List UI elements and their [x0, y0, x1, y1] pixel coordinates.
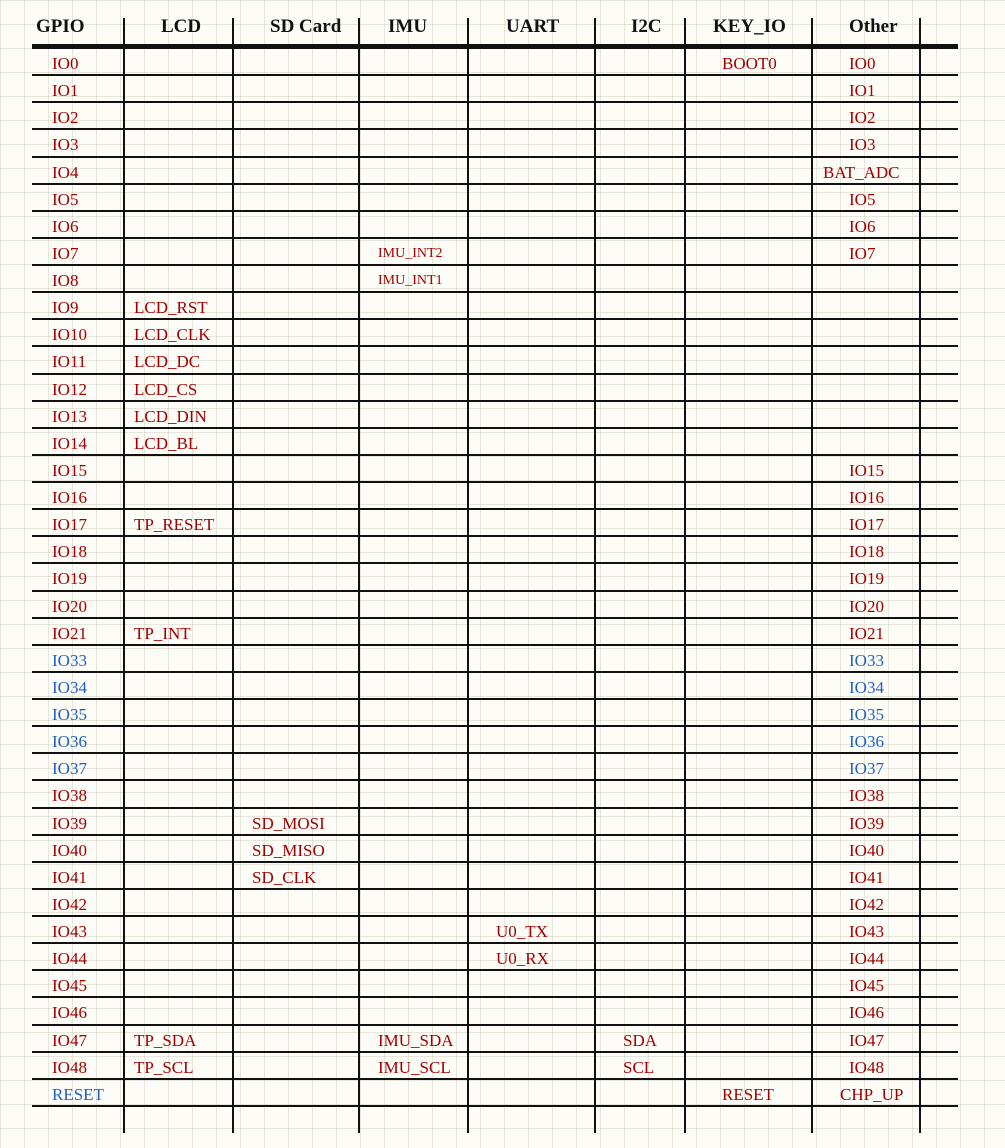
pin-gpio-cell: IO0: [52, 54, 79, 73]
pin-gpio-cell: IO38: [52, 786, 87, 805]
pin-lcd-cell: TP_INT: [134, 624, 191, 643]
row-divider: [32, 671, 958, 673]
column-header-sd: SD Card: [270, 16, 342, 37]
column-header-lcd: LCD: [161, 16, 202, 37]
pin-gpio-cell: IO7: [52, 244, 79, 263]
row-divider: [32, 128, 958, 130]
column-header-gpio: GPIO: [36, 16, 85, 37]
pin-other-cell: CHP_UP: [840, 1085, 904, 1104]
pin-other-cell: BAT_ADC: [823, 163, 900, 182]
pin-imu-cell: IMU_INT1: [378, 273, 443, 288]
pin-gpio-cell: IO21: [52, 624, 87, 643]
pin-other-cell: IO40: [849, 841, 884, 860]
pin-imu-cell: IMU_INT2: [378, 246, 443, 261]
pin-other-cell: IO47: [849, 1031, 884, 1050]
pin-gpio-cell: IO8: [52, 271, 79, 290]
column-divider: [919, 18, 921, 1133]
pin-lcd-cell: LCD_BL: [134, 434, 199, 453]
column-header-imu: IMU: [388, 16, 428, 37]
row-divider: [32, 345, 958, 347]
pin-gpio-cell: IO9: [52, 298, 79, 317]
row-divider: [32, 807, 958, 809]
pin-i2c-cell: SDA: [623, 1031, 658, 1050]
pin-other-cell: IO39: [849, 814, 884, 833]
pin-other-cell: IO21: [849, 624, 884, 643]
pin-other-cell: IO17: [849, 515, 884, 534]
pin-lcd-cell: LCD_DIN: [134, 407, 207, 426]
pin-other-cell: IO43: [849, 922, 884, 941]
row-divider: [32, 969, 958, 971]
pin-gpio-cell: IO1: [52, 81, 79, 100]
row-divider: [32, 752, 958, 754]
pin-gpio-cell: IO45: [52, 976, 87, 995]
pin-gpio-cell: IO44: [52, 949, 87, 968]
pin-other-cell: IO46: [849, 1003, 884, 1022]
row-divider: [32, 779, 958, 781]
pin-gpio-cell: IO36: [52, 732, 87, 751]
row-divider: [32, 1105, 958, 1107]
pin-other-cell: IO16: [849, 488, 884, 507]
header-divider: [32, 44, 958, 49]
pin-key-cell: BOOT0: [722, 54, 777, 73]
row-divider: [32, 183, 958, 185]
row-divider: [32, 427, 958, 429]
row-divider: [32, 698, 958, 700]
pin-other-cell: IO7: [849, 244, 876, 263]
column-divider: [232, 18, 234, 1133]
pin-gpio-cell: IO35: [52, 705, 87, 724]
row-divider: [32, 590, 958, 592]
row-divider: [32, 888, 958, 890]
pin-other-cell: IO0: [849, 54, 876, 73]
pin-sd-cell: SD_MISO: [252, 841, 325, 860]
pin-key-cell: RESET: [722, 1085, 774, 1104]
row-divider: [32, 942, 958, 944]
column-divider: [811, 18, 813, 1133]
pin-other-cell: IO35: [849, 705, 884, 724]
pin-gpio-cell: IO43: [52, 922, 87, 941]
pin-sd-cell: SD_CLK: [252, 868, 317, 887]
pin-gpio-cell: IO34: [52, 678, 87, 697]
pin-gpio-cell: IO4: [52, 163, 79, 182]
column-header-uart: UART: [506, 16, 560, 37]
row-divider: [32, 373, 958, 375]
row-divider: [32, 644, 958, 646]
row-divider: [32, 318, 958, 320]
pin-gpio-cell: IO46: [52, 1003, 87, 1022]
column-divider: [358, 18, 360, 1133]
pin-gpio-cell: IO15: [52, 461, 87, 480]
pin-other-cell: IO44: [849, 949, 884, 968]
row-divider: [32, 156, 958, 158]
pin-uart-cell: U0_TX: [496, 922, 548, 941]
row-divider: [32, 508, 958, 510]
pin-other-cell: IO3: [849, 135, 876, 154]
row-divider: [32, 1078, 958, 1080]
pin-other-cell: IO45: [849, 976, 884, 995]
row-divider: [32, 996, 958, 998]
pin-other-cell: IO42: [849, 895, 884, 914]
pin-other-cell: IO19: [849, 569, 884, 588]
pin-gpio-cell: IO39: [52, 814, 87, 833]
row-divider: [32, 291, 958, 293]
pin-uart-cell: U0_RX: [496, 949, 549, 968]
column-header-key: KEY_IO: [713, 16, 786, 37]
pin-gpio-cell: IO41: [52, 868, 87, 887]
pin-lcd-cell: LCD_CS: [134, 380, 198, 399]
pin-other-cell: IO2: [849, 108, 876, 127]
pin-gpio-cell: IO33: [52, 651, 87, 670]
row-divider: [32, 210, 958, 212]
pin-other-cell: IO36: [849, 732, 884, 751]
pin-gpio-cell: IO12: [52, 380, 87, 399]
column-header-i2c: I2C: [631, 16, 662, 37]
pin-imu-cell: IMU_SDA: [378, 1031, 454, 1050]
row-divider: [32, 1024, 958, 1026]
pin-other-cell: IO37: [849, 759, 884, 778]
row-divider: [32, 101, 958, 103]
pin-gpio-cell: IO18: [52, 542, 87, 561]
pin-gpio-cell: IO16: [52, 488, 87, 507]
row-divider: [32, 562, 958, 564]
pin-lcd-cell: LCD_RST: [134, 298, 208, 317]
row-divider: [32, 1051, 958, 1053]
pin-other-cell: IO38: [849, 786, 884, 805]
pin-gpio-cell: IO20: [52, 597, 87, 616]
pin-gpio-cell: RESET: [52, 1085, 104, 1104]
row-divider: [32, 617, 958, 619]
pin-gpio-cell: IO10: [52, 325, 87, 344]
column-header-other: Other: [849, 16, 898, 37]
pin-gpio-cell: IO3: [52, 135, 79, 154]
row-divider: [32, 834, 958, 836]
pin-gpio-cell: IO17: [52, 515, 87, 534]
pin-gpio-cell: IO14: [52, 434, 87, 453]
row-divider: [32, 481, 958, 483]
pin-gpio-cell: IO40: [52, 841, 87, 860]
row-divider: [32, 454, 958, 456]
row-divider: [32, 264, 958, 266]
pin-other-cell: IO41: [849, 868, 884, 887]
row-divider: [32, 535, 958, 537]
pin-gpio-cell: IO37: [52, 759, 87, 778]
row-divider: [32, 74, 958, 76]
column-divider: [594, 18, 596, 1133]
pin-other-cell: IO33: [849, 651, 884, 670]
column-divider: [467, 18, 469, 1133]
row-divider: [32, 725, 958, 727]
pin-lcd-cell: TP_RESET: [134, 515, 215, 534]
pin-gpio-cell: IO47: [52, 1031, 87, 1050]
pin-other-cell: IO5: [849, 190, 876, 209]
pin-other-cell: IO34: [849, 678, 884, 697]
row-divider: [32, 861, 958, 863]
pin-gpio-cell: IO42: [52, 895, 87, 914]
pin-i2c-cell: SCL: [623, 1058, 655, 1077]
row-divider: [32, 915, 958, 917]
pin-other-cell: IO1: [849, 81, 876, 100]
pin-other-cell: IO20: [849, 597, 884, 616]
pin-lcd-cell: LCD_CLK: [134, 325, 211, 344]
pin-lcd-cell: TP_SCL: [134, 1058, 194, 1077]
pin-other-cell: IO18: [849, 542, 884, 561]
pin-gpio-cell: IO19: [52, 569, 87, 588]
pin-lcd-cell: TP_SDA: [134, 1031, 197, 1050]
pin-gpio-cell: IO6: [52, 217, 79, 236]
pin-gpio-cell: IO11: [52, 352, 87, 371]
pin-lcd-cell: LCD_DC: [134, 352, 201, 371]
pin-gpio-cell: IO5: [52, 190, 79, 209]
pin-imu-cell: IMU_SCL: [378, 1058, 451, 1077]
column-divider: [684, 18, 686, 1133]
pin-gpio-cell: IO2: [52, 108, 79, 127]
pin-other-cell: IO6: [849, 217, 876, 236]
pin-other-cell: IO15: [849, 461, 884, 480]
pin-gpio-cell: IO48: [52, 1058, 87, 1077]
row-divider: [32, 237, 958, 239]
pin-gpio-cell: IO13: [52, 407, 87, 426]
row-divider: [32, 400, 958, 402]
pin-sd-cell: SD_MOSI: [252, 814, 325, 833]
pin-other-cell: IO48: [849, 1058, 884, 1077]
column-divider: [123, 18, 125, 1133]
